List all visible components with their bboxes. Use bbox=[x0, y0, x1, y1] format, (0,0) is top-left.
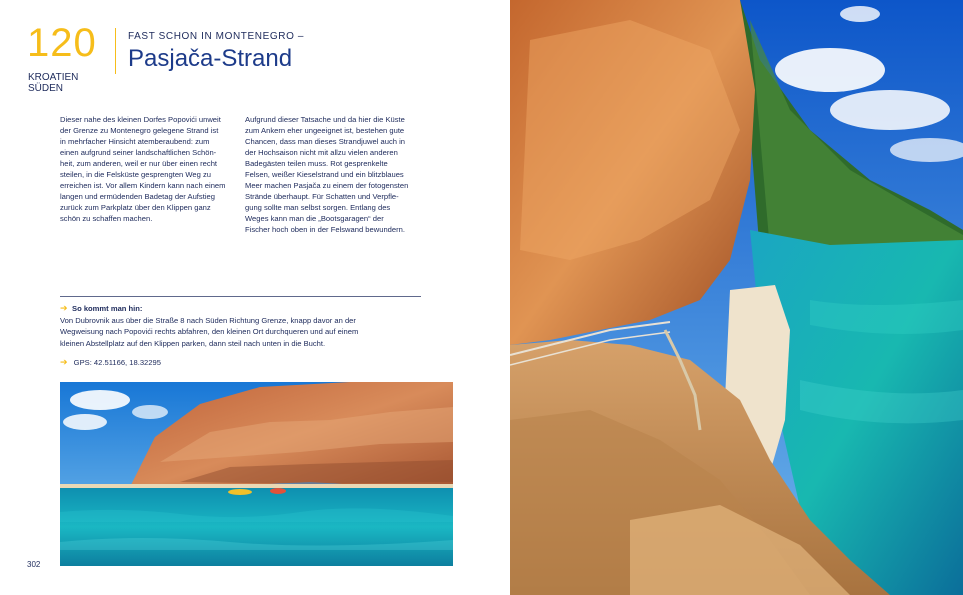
region-label bbox=[28, 72, 78, 94]
region-area: SÜDEN bbox=[28, 83, 64, 94]
text-line: Dieser nahe des kleinen Dorfes Popovići unweit bbox=[60, 115, 221, 124]
text-line: Fischer hoch oben in der Felswand bewundern. bbox=[245, 225, 405, 234]
text-line: Weges kann man die „Bootsgaragen“ der bbox=[245, 214, 384, 223]
gps-coordinates: GPS: 42.51166, 18.32295 bbox=[73, 358, 161, 367]
text-line: einen aufgrund seiner landschaftlichen Schön- bbox=[60, 148, 217, 157]
section-rule bbox=[60, 296, 421, 297]
directions-line: kleinen Abstellplatz auf den Klippen parken, dann steil nach unten in die Bucht. bbox=[60, 338, 326, 348]
right-page-photo bbox=[510, 0, 963, 595]
photo-illustration bbox=[60, 382, 453, 566]
text-line: Aufgrund dieser Tatsache und da hier die Küste bbox=[245, 115, 405, 124]
text-line: der Hochsaison nicht mit allzu vielen anderen bbox=[245, 148, 398, 157]
body-column-1 bbox=[60, 114, 240, 224]
text-line: Strände überhaupt. Für Schatten und Verpfle- bbox=[245, 192, 399, 201]
region-country: KROATIEN bbox=[28, 72, 79, 83]
text-line: steilen, in die Felsküste gesprengten Weg zu bbox=[60, 170, 211, 179]
text-line: gung sollte man selbst sorgen. Entlang des bbox=[245, 203, 391, 212]
arrow-right-icon: ➔ bbox=[60, 303, 68, 313]
beach-photo-large bbox=[510, 0, 963, 595]
text-line: zum Ankern eher ungeeignet ist, bestehen gute bbox=[245, 126, 405, 135]
directions-box bbox=[60, 303, 420, 349]
kicker: FAST SCHON IN MONTENEGRO – bbox=[128, 31, 304, 42]
text-line: Badegästen teilen muss. Rot gesprenkelte bbox=[245, 159, 388, 168]
spot-number: 120 bbox=[27, 21, 97, 65]
text-line: heit, zum anderen, weil er nur über einen recht bbox=[60, 159, 218, 168]
directions-line: Von Dubrovnik aus über die Straße 8 nach Süden Richtung Grenze, knapp davor an der bbox=[60, 315, 356, 325]
text-line: schön zu schaffen machen. bbox=[60, 214, 153, 223]
gps-line bbox=[60, 357, 161, 368]
beach-photo-small bbox=[60, 382, 453, 566]
directions-heading: So kommt man hin: bbox=[72, 304, 143, 313]
text-line: zurück zum Parkplatz über den Klippen ganz bbox=[60, 203, 211, 212]
text-line: Chancen, dass man dieses Strandjuwel auch in bbox=[245, 137, 405, 146]
text-line: Felsen, weißer Kieselstrand und ein blitzblaues bbox=[245, 170, 404, 179]
body-column-2 bbox=[245, 114, 425, 235]
text-line: Meer machen Pasjača zu einem der fotogensten bbox=[245, 181, 409, 190]
text-line: erreichen ist. Vor allem Kindern kann nach einem bbox=[60, 181, 226, 190]
directions-line: Wegweisung nach Popovići rechts abfahren, den kleinen Ort durchqueren und auf einem bbox=[60, 327, 359, 336]
arrow-right-icon: ➔ bbox=[60, 357, 68, 367]
text-line: der Grenze zu Montenegro gelegene Strand ist bbox=[60, 126, 219, 135]
header-divider bbox=[115, 28, 116, 74]
page-number: 302 bbox=[27, 560, 41, 569]
page-title: Pasjača-Strand bbox=[128, 45, 293, 72]
text-line: in mehrfacher Hinsicht atemberaubend: zum bbox=[60, 137, 210, 146]
text-line: langen und ermüdenden Badetag der Aufstieg bbox=[60, 192, 215, 201]
